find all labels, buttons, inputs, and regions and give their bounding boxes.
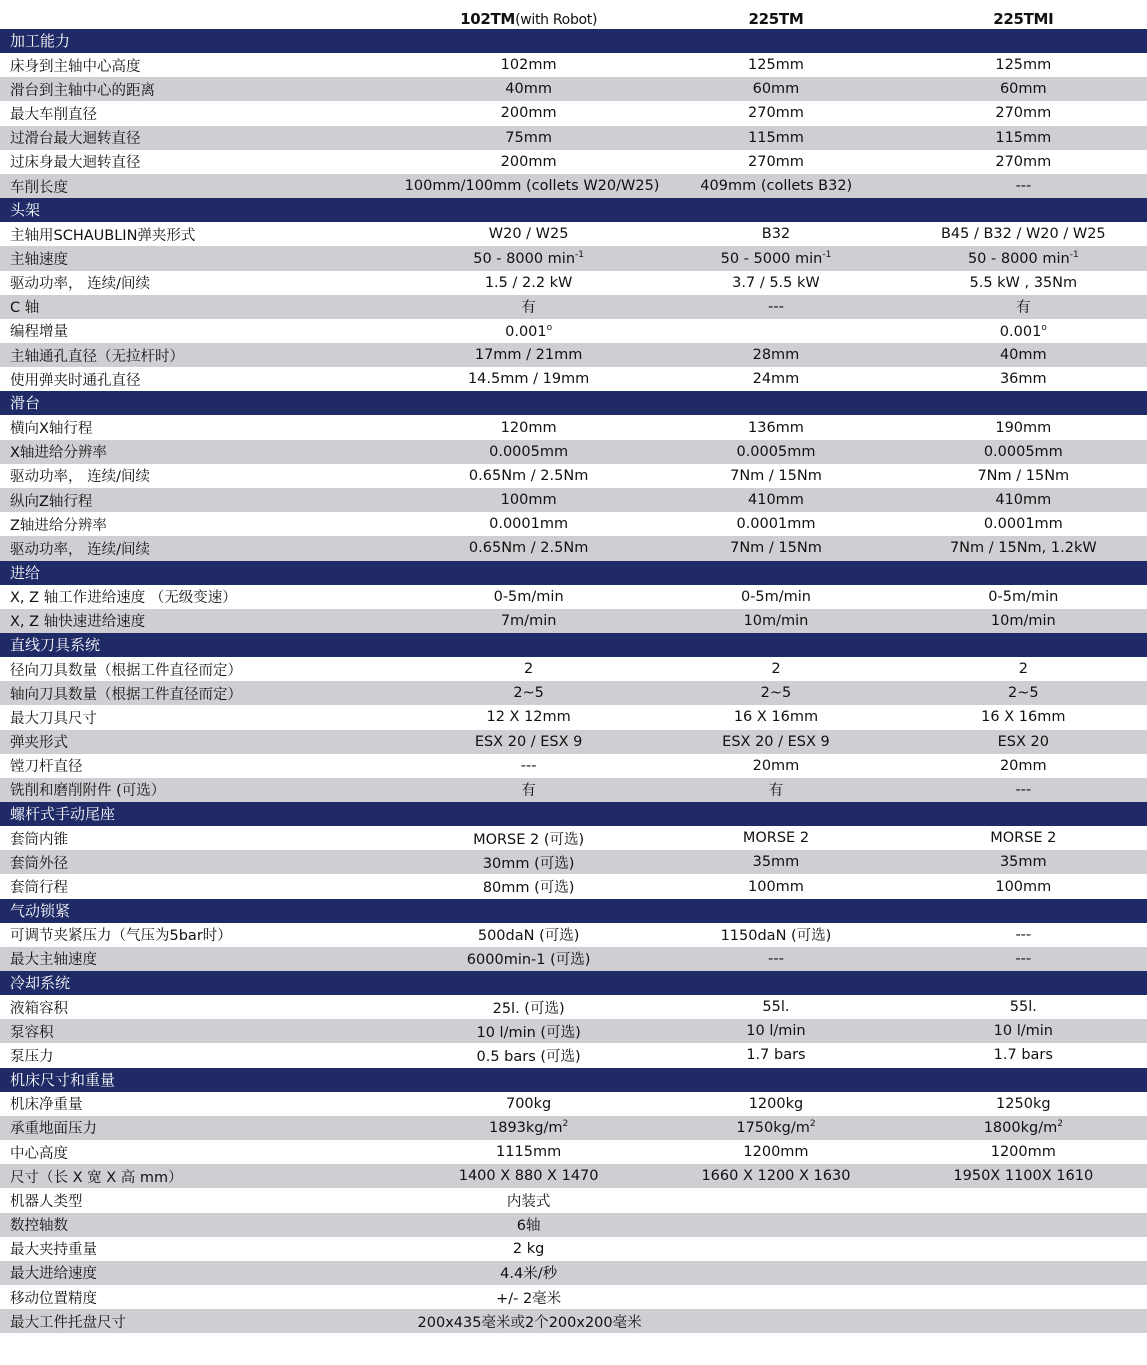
table-row [0, 319, 1147, 343]
row-label: 驱动功率， 连续/间续 [10, 276, 150, 293]
cell-value: 0-5m/min [740, 588, 811, 605]
table-row [0, 1237, 1147, 1261]
cell-value: 120mm [500, 419, 557, 436]
table-row [0, 101, 1147, 125]
cell-value: 0.001$^o$ [505, 322, 553, 340]
cell-value: 0.65Nm / 2.5Nm [468, 467, 589, 484]
cell-value: 0-5m/min [988, 588, 1059, 605]
row-label: 中心高度 [10, 1145, 68, 1162]
superscript: 2 [809, 1119, 816, 1130]
superscript: -1 [822, 249, 832, 260]
column-header-225tmi: 225TMI [993, 10, 1054, 28]
column-model: 102TM [460, 10, 516, 28]
cell-value: 409mm (collets B32) [700, 178, 853, 195]
cell-value: 有 [1016, 300, 1031, 317]
cell-value: 60mm [999, 81, 1047, 98]
table-row [0, 1309, 1147, 1333]
row-label: 套筒外径 [10, 855, 68, 872]
cell-value: 75mm [505, 129, 552, 146]
row-label: 过滑台最大迴转直径 [10, 131, 141, 148]
cell-value: 20mm [999, 757, 1047, 774]
section-header: 头架 [0, 198, 1147, 222]
cell-value: 40mm [505, 81, 552, 98]
cell-value: 270mm [748, 105, 804, 122]
table-row [0, 126, 1147, 150]
cell-value: 2 [1018, 661, 1028, 678]
table-row [0, 512, 1147, 536]
row-label: 套筒内锥 [10, 831, 68, 848]
cell-value: 7m/min [500, 612, 557, 629]
cell-value: 10m/min [743, 612, 809, 629]
row-label: 最大进给速度 [10, 1266, 97, 1283]
superscript: o [1041, 322, 1047, 333]
cell-value: 1.7 bars [746, 1047, 806, 1064]
row-label: 编程增量 [10, 324, 68, 341]
table-row [0, 923, 1147, 947]
cell-value: 7Nm / 15Nm [977, 467, 1070, 484]
superscript: o [546, 322, 553, 333]
cell-value: 700kg [505, 1095, 552, 1112]
cell-value: 2 [771, 661, 781, 678]
cell-value: 10m/min [990, 612, 1056, 629]
section-header: 直线刀具系统 [0, 633, 1147, 657]
table-row [0, 1140, 1147, 1164]
cell-value: ESX 20 / ESX 9 [474, 733, 583, 750]
section-header: 冷却系统 [0, 971, 1147, 995]
cell-value: 100mm [748, 878, 804, 895]
table-row [0, 536, 1147, 560]
row-label: 承重地面压力 [10, 1121, 97, 1138]
table-row [0, 53, 1147, 77]
cell-value: 6轴 [516, 1218, 541, 1235]
cell-value: 3.7 / 5.5 kW [732, 274, 820, 291]
table-row [0, 609, 1147, 633]
cell-value: --- [1015, 950, 1032, 967]
cell-value: 40mm [999, 347, 1047, 364]
cell-value: 25l. (可选) [492, 1000, 565, 1017]
cell-value: 0.0001mm [736, 516, 816, 533]
cell-value: MORSE 2 [742, 830, 810, 847]
row-label: 机器人类型 [10, 1193, 83, 1210]
cell-value: 270mm [748, 153, 804, 170]
superscript: -1 [1069, 249, 1079, 260]
cell-value: 1660 X 1200 X 1630 [701, 1168, 851, 1185]
cell-value: 10 l/min [746, 1023, 806, 1040]
table-row [0, 657, 1147, 681]
table-row [0, 874, 1147, 898]
row-label: X, Z 轴快速进给速度 [10, 614, 146, 631]
cell-value: 1.5 / 2.2 kW [484, 274, 573, 291]
cell-value: --- [768, 950, 784, 967]
row-label: 过床身最大迴转直径 [10, 155, 141, 172]
cell-value: 0.001$^o$ [999, 322, 1047, 340]
table-row [0, 440, 1147, 464]
row-label: 液箱容积 [10, 1000, 68, 1017]
cell-value: 1950X 1100X 1610 [953, 1168, 1094, 1185]
cell-value: 115mm [748, 129, 804, 146]
cell-value: 17mm / 21mm [474, 347, 583, 364]
row-label: 套筒行程 [10, 880, 68, 897]
cell-value: 30mm (可选) [482, 855, 575, 872]
cell-value: 50 - 8000 $\min^{-1}$ [473, 249, 584, 267]
cell-value: 有 [521, 783, 536, 800]
cell-value: 2~5 [760, 685, 792, 702]
cell-value: --- [768, 298, 784, 315]
cell-value: 115mm [995, 129, 1052, 146]
cell-value: 0.5 bars (可选) [476, 1048, 581, 1065]
cell-value: 102mm [500, 57, 557, 74]
cell-value: --- [1015, 781, 1032, 798]
cell-value: 136mm [748, 419, 804, 436]
table-row [0, 585, 1147, 609]
cell-value: 100mm [500, 492, 557, 509]
cell-value: ESX 20 / ESX 9 [722, 733, 830, 750]
section-header: 气动锁紧 [0, 899, 1147, 923]
cell-value: 200mm [500, 153, 557, 170]
cell-value: 270mm [995, 105, 1052, 122]
table-row [0, 1188, 1147, 1212]
cell-value: MORSE 2 (可选) [473, 831, 585, 848]
cell-value: 0.0005mm [983, 443, 1063, 460]
table-row [0, 488, 1147, 512]
cell-value: +/- 2毫米 [496, 1290, 562, 1307]
cell-value: $1893kg/m^2$ [489, 1119, 569, 1137]
cell-value: 5.5 kW , 35Nm [969, 274, 1078, 291]
table-row [0, 1092, 1147, 1116]
cell-value: 16 X 16mm [981, 709, 1066, 726]
table-row [0, 1019, 1147, 1043]
cell-value: W20 / W25 [488, 226, 569, 243]
cell-value: 有 [521, 300, 536, 317]
cell-value: 36mm [999, 371, 1047, 388]
row-label: X, Z 轴工作进给速度 （无级变速） [10, 590, 237, 607]
cell-value: 50 - 8000 $\min^{-1}$ [967, 249, 1079, 267]
row-label: 轴向刀具数量（根据工件直径而定） [10, 686, 242, 703]
row-label: 最大工件托盘尺寸 [10, 1314, 126, 1331]
cell-value: 0.65Nm / 2.5Nm [468, 540, 589, 557]
table-row [0, 1261, 1147, 1285]
cell-value: 7Nm / 15Nm, 1.2kW [949, 540, 1097, 557]
row-label: 床身到主轴中心高度 [10, 58, 141, 75]
cell-value: B45 / B32 / W20 / W25 [940, 226, 1106, 243]
column-header-row [0, 0, 1147, 29]
cell-value: 100mm/100mm (collets W20/W25) [404, 178, 660, 195]
cell-value: 2 kg [512, 1240, 545, 1257]
cell-value: 500daN (可选) [477, 928, 580, 945]
cell-value: 0.0005mm [489, 443, 569, 460]
column-header-225tm: 225TM [748, 10, 804, 28]
cell-value: 200x435毫米或2个200x200毫米 [417, 1314, 642, 1331]
row-label: 最大主轴速度 [10, 952, 97, 969]
table-row [0, 995, 1147, 1019]
section-header: 滑台 [0, 391, 1147, 415]
row-label: 尺寸（长 X 宽 X 高 mm） [10, 1169, 183, 1186]
cell-value: 12 X 12mm [486, 709, 571, 726]
cell-value: 410mm [995, 492, 1052, 509]
table-row [0, 77, 1147, 101]
cell-value: 410mm [748, 492, 804, 509]
row-label: 主轴通孔直径（无拉杆时） [10, 348, 184, 365]
cell-value: 14.5mm / 19mm [467, 371, 590, 388]
row-label: 车削长度 [10, 179, 68, 196]
spec-table [0, 29, 1147, 1333]
cell-value: 1200mm [743, 1144, 809, 1161]
cell-value: 10 l/min [993, 1023, 1053, 1040]
table-row [0, 1285, 1147, 1309]
table-row [0, 174, 1147, 198]
table-row [0, 1213, 1147, 1237]
table-row [0, 947, 1147, 971]
cell-value: 4.4米/秒 [500, 1266, 558, 1283]
cell-value: 1115mm [496, 1144, 562, 1161]
cell-value: $1750kg/m^2$ [736, 1119, 816, 1137]
row-label: 泵容积 [10, 1024, 54, 1041]
cell-value: 55l. [762, 999, 790, 1016]
row-label: 机床净重量 [10, 1097, 83, 1114]
row-label: 铣削和磨削附件 (可选） [10, 783, 166, 800]
table-row [0, 246, 1147, 270]
cell-value: 270mm [995, 153, 1052, 170]
row-label: 主轴用SCHAUBLIN弹夹形式 [10, 227, 196, 244]
cell-value: 190mm [995, 419, 1052, 436]
row-label: 径向刀具数量（根据工件直径而定） [10, 662, 242, 679]
row-label: X轴进给分辨率 [10, 445, 107, 462]
table-row [0, 1164, 1147, 1188]
table-row [0, 1043, 1147, 1067]
cell-value: 24mm [752, 371, 800, 388]
row-label: 移动位置精度 [10, 1290, 97, 1307]
table-row [0, 754, 1147, 778]
cell-value: 28mm [752, 347, 800, 364]
cell-value: 0-5m/min [493, 588, 564, 605]
superscript: 2 [1057, 1119, 1063, 1130]
row-label: 泵压力 [10, 1048, 54, 1065]
row-label: 最大车削直径 [10, 106, 97, 123]
table-row [0, 705, 1147, 729]
cell-value: 10 l/min (可选) [476, 1024, 581, 1041]
row-label: 使用弹夹时通孔直径 [10, 372, 141, 389]
column-header-102tm [405, 10, 652, 28]
table-row [0, 367, 1147, 391]
row-label: 驱动功率， 连续/间续 [10, 541, 150, 558]
table-row [0, 295, 1147, 319]
row-label: 纵向Z轴行程 [10, 493, 93, 510]
section-header: 加工能力 [0, 29, 1147, 53]
superscript: -1 [575, 249, 584, 260]
cell-value: 1250kg [996, 1095, 1051, 1112]
cell-value: 有 [768, 783, 784, 800]
row-label: 横向X轴行程 [10, 421, 93, 438]
cell-value: 2~5 [513, 685, 544, 702]
table-row [0, 343, 1147, 367]
superscript: 2 [562, 1119, 569, 1130]
row-label: 最大刀具尺寸 [10, 710, 97, 727]
row-label: 数控轴数 [10, 1218, 68, 1235]
cell-value: --- [1015, 926, 1032, 943]
cell-value: 1200mm [990, 1144, 1056, 1161]
row-label: 最大夹持重量 [10, 1242, 97, 1259]
cell-value: 1200kg [748, 1095, 804, 1112]
cell-value: 1150daN (可选) [720, 928, 832, 945]
cell-value: 内装式 [506, 1193, 551, 1210]
cell-value: B32 [761, 226, 791, 243]
table-row [0, 222, 1147, 246]
row-label: Z轴进给分辨率 [10, 517, 107, 534]
cell-value: 7Nm / 15Nm [730, 467, 822, 484]
table-row [0, 778, 1147, 802]
cell-value: 125mm [995, 57, 1052, 74]
cell-value: 7Nm / 15Nm [730, 540, 822, 557]
cell-value: 2~5 [1008, 685, 1039, 702]
cell-value: --- [1015, 178, 1032, 195]
cell-value: 50 - 5000 $\min^{-1}$ [720, 249, 832, 267]
row-label: C 轴 [10, 300, 40, 317]
row-label: 滑台到主轴中心的距离 [10, 82, 155, 99]
section-header: 螺杆式手动尾座 [0, 802, 1147, 826]
section-header: 进给 [0, 561, 1147, 585]
cell-value: 60mm [752, 81, 800, 98]
cell-value: 2 [524, 661, 534, 678]
cell-value: 0.0001mm [489, 516, 569, 533]
cell-value: 1400 X 880 X 1470 [458, 1168, 599, 1185]
cell-value: 100mm [995, 878, 1052, 895]
cell-value: 16 X 16mm [733, 709, 819, 726]
section-header: 机床尺寸和重量 [0, 1068, 1147, 1092]
table-row [0, 150, 1147, 174]
row-label: 主轴速度 [10, 251, 68, 268]
table-row [0, 730, 1147, 754]
cell-value: 6000min-1 (可选) [466, 952, 591, 969]
cell-value: 55l. [1009, 999, 1037, 1016]
table-row [0, 826, 1147, 850]
cell-value: 0.0001mm [983, 516, 1063, 533]
table-row [0, 1116, 1147, 1140]
cell-value: 125mm [748, 57, 804, 74]
row-label: 可调节夹紧压力（气压为5bar时） [10, 928, 232, 945]
cell-value: 20mm [752, 757, 800, 774]
column-model-note: (with Robot) [515, 12, 598, 28]
table-row [0, 464, 1147, 488]
table-row [0, 850, 1147, 874]
cell-value: 1.7 bars [993, 1047, 1053, 1064]
cell-value: 35mm [752, 854, 800, 871]
cell-value: --- [520, 757, 537, 774]
table-row [0, 681, 1147, 705]
row-label: 驱动功率， 连续/间续 [10, 469, 150, 486]
table-row [0, 271, 1147, 295]
row-label: 镗刀杆直径 [10, 759, 83, 776]
cell-value: 80mm (可选) [482, 880, 575, 897]
cell-value: 35mm [999, 854, 1047, 871]
table-row [0, 415, 1147, 439]
cell-value: $1800kg/m^2$ [983, 1119, 1063, 1137]
cell-value: 0.0005mm [736, 443, 816, 460]
row-label: 弹夹形式 [10, 735, 68, 752]
cell-value: ESX 20 [997, 733, 1049, 750]
cell-value: 200mm [500, 105, 557, 122]
cell-value: MORSE 2 [990, 830, 1057, 847]
